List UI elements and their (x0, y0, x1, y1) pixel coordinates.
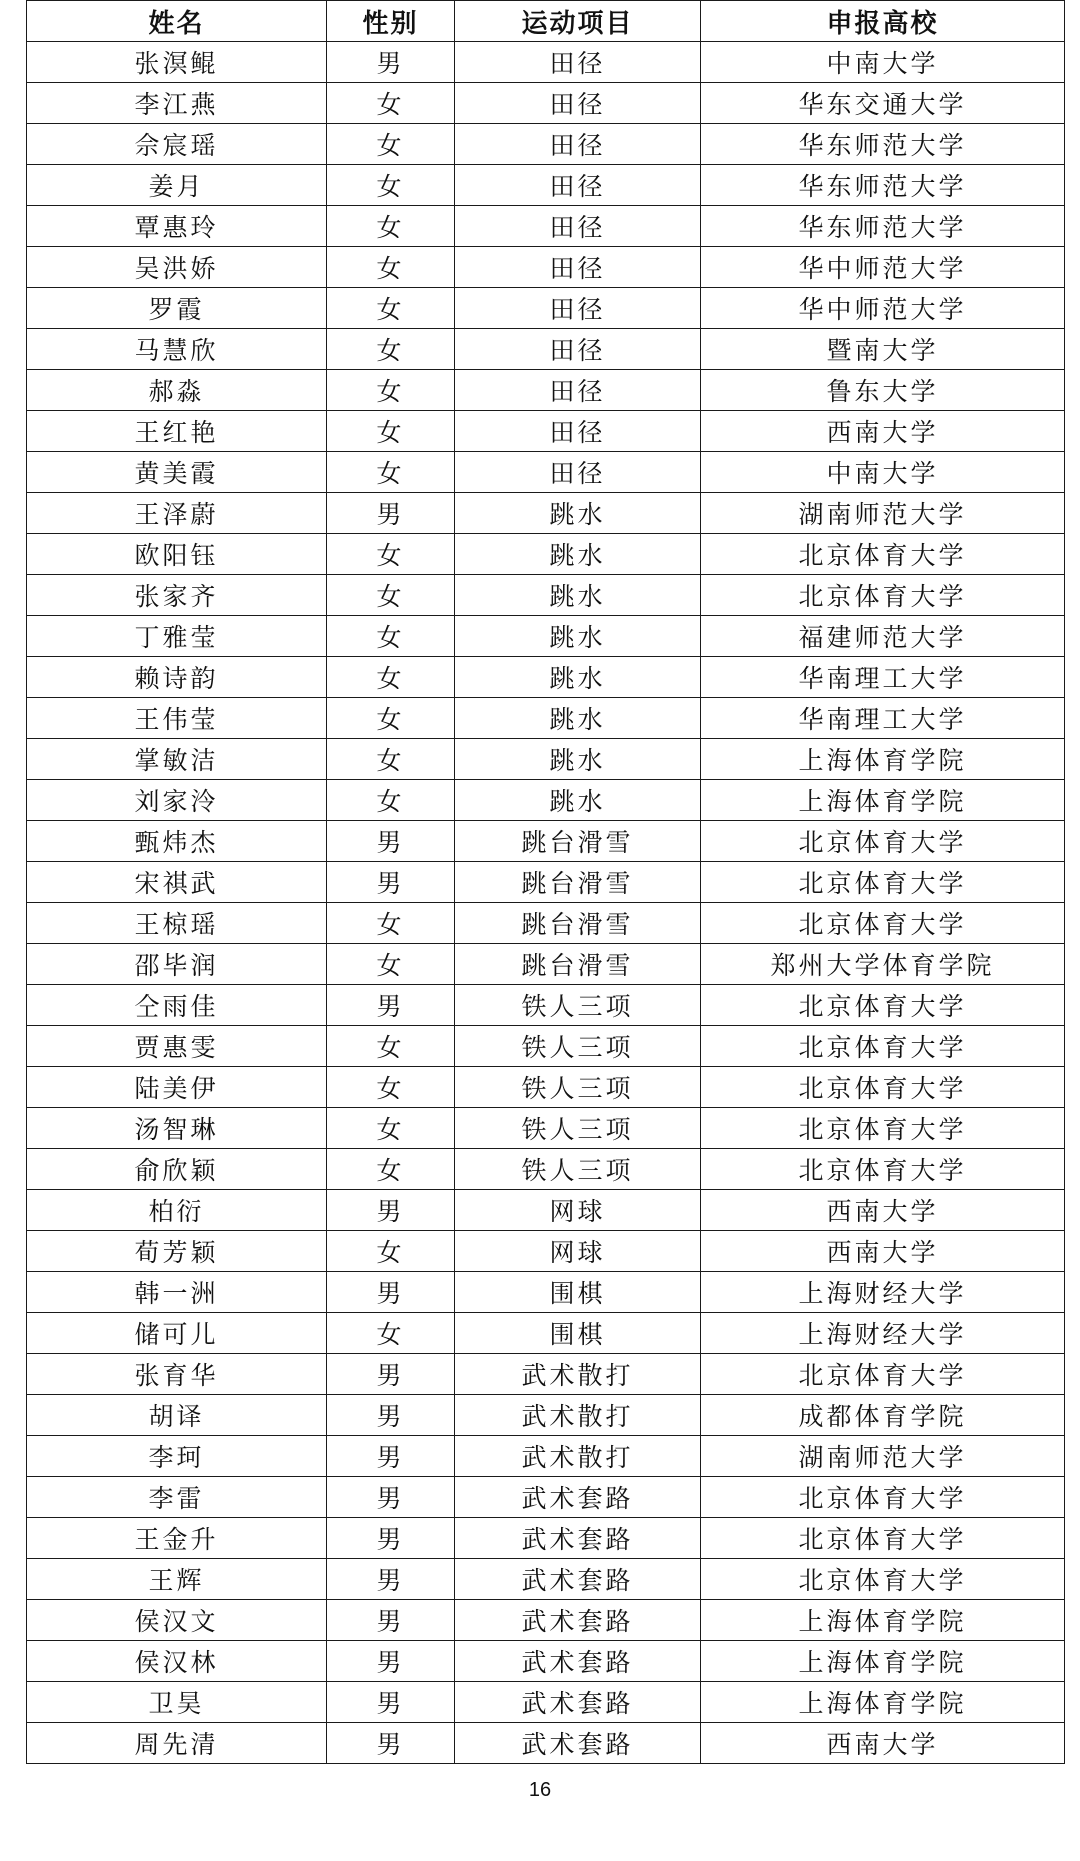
cell-name: 胡译 (27, 1395, 327, 1436)
cell-sport: 铁人三项 (455, 1149, 701, 1190)
cell-sport: 武术套路 (455, 1641, 701, 1682)
cell-name: 王泽蔚 (27, 493, 327, 534)
header-school: 申报高校 (701, 1, 1065, 42)
cell-name: 李江燕 (27, 83, 327, 124)
table-row (27, 821, 1065, 862)
cell-sport: 跳水 (455, 534, 701, 575)
cell-school: 西南大学 (701, 411, 1065, 452)
table-row (27, 370, 1065, 411)
cell-school: 湖南师范大学 (701, 493, 1065, 534)
cell-gender: 男 (327, 1436, 455, 1477)
cell-gender: 女 (327, 247, 455, 288)
cell-name: 佘宸瑶 (27, 124, 327, 165)
cell-gender: 男 (327, 1477, 455, 1518)
cell-school: 北京体育大学 (701, 1477, 1065, 1518)
cell-school: 上海体育学院 (701, 1600, 1065, 1641)
cell-gender: 女 (327, 1149, 455, 1190)
table-row (27, 1272, 1065, 1313)
cell-name: 宋祺武 (27, 862, 327, 903)
cell-gender: 男 (327, 493, 455, 534)
cell-school: 华南理工大学 (701, 657, 1065, 698)
cell-gender: 女 (327, 206, 455, 247)
cell-sport: 武术套路 (455, 1477, 701, 1518)
cell-sport: 跳台滑雪 (455, 862, 701, 903)
cell-gender: 男 (327, 1723, 455, 1764)
cell-school: 华中师范大学 (701, 247, 1065, 288)
cell-name: 张育华 (27, 1354, 327, 1395)
cell-name: 郝淼 (27, 370, 327, 411)
cell-gender: 男 (327, 1600, 455, 1641)
cell-sport: 武术散打 (455, 1395, 701, 1436)
cell-name: 周先清 (27, 1723, 327, 1764)
cell-name: 陆美伊 (27, 1067, 327, 1108)
cell-school: 北京体育大学 (701, 1518, 1065, 1559)
cell-sport: 铁人三项 (455, 1108, 701, 1149)
cell-sport: 铁人三项 (455, 985, 701, 1026)
cell-school: 北京体育大学 (701, 1354, 1065, 1395)
cell-gender: 女 (327, 1313, 455, 1354)
cell-sport: 田径 (455, 42, 701, 83)
cell-gender: 男 (327, 1395, 455, 1436)
table-row (27, 42, 1065, 83)
table-row (27, 575, 1065, 616)
cell-school: 上海体育学院 (701, 739, 1065, 780)
cell-gender: 女 (327, 1026, 455, 1067)
table-row (27, 247, 1065, 288)
cell-name: 王红艳 (27, 411, 327, 452)
cell-gender: 女 (327, 616, 455, 657)
cell-gender: 女 (327, 1231, 455, 1272)
table-row (27, 1067, 1065, 1108)
cell-sport: 武术套路 (455, 1600, 701, 1641)
cell-sport: 武术套路 (455, 1723, 701, 1764)
cell-gender: 女 (327, 575, 455, 616)
table-row (27, 288, 1065, 329)
table-row (27, 1395, 1065, 1436)
cell-school: 上海财经大学 (701, 1313, 1065, 1354)
cell-sport: 田径 (455, 206, 701, 247)
cell-name: 李雷 (27, 1477, 327, 1518)
cell-school: 华东师范大学 (701, 206, 1065, 247)
cell-sport: 跳水 (455, 616, 701, 657)
cell-school: 中南大学 (701, 452, 1065, 493)
cell-name: 王椋瑶 (27, 903, 327, 944)
table-row (27, 698, 1065, 739)
cell-school: 北京体育大学 (701, 1108, 1065, 1149)
cell-school: 北京体育大学 (701, 1026, 1065, 1067)
header-row (27, 1, 1065, 42)
cell-school: 北京体育大学 (701, 1149, 1065, 1190)
cell-sport: 田径 (455, 165, 701, 206)
cell-gender: 男 (327, 862, 455, 903)
cell-gender: 女 (327, 1067, 455, 1108)
cell-name: 贾惠雯 (27, 1026, 327, 1067)
table-row (27, 1231, 1065, 1272)
cell-sport: 跳水 (455, 657, 701, 698)
cell-gender: 男 (327, 985, 455, 1026)
cell-name: 王伟莹 (27, 698, 327, 739)
cell-sport: 武术套路 (455, 1682, 701, 1723)
cell-name: 王辉 (27, 1559, 327, 1600)
cell-sport: 跳台滑雪 (455, 944, 701, 985)
cell-school: 华东师范大学 (701, 124, 1065, 165)
cell-sport: 武术散打 (455, 1354, 701, 1395)
cell-sport: 铁人三项 (455, 1067, 701, 1108)
cell-gender: 女 (327, 903, 455, 944)
table-row (27, 657, 1065, 698)
cell-name: 黄美霞 (27, 452, 327, 493)
cell-gender: 女 (327, 329, 455, 370)
cell-sport: 田径 (455, 124, 701, 165)
table-row (27, 411, 1065, 452)
cell-sport: 田径 (455, 247, 701, 288)
table-row (27, 83, 1065, 124)
table-row (27, 1190, 1065, 1231)
cell-school: 华东师范大学 (701, 165, 1065, 206)
table-row (27, 985, 1065, 1026)
cell-name: 李珂 (27, 1436, 327, 1477)
table-row (27, 616, 1065, 657)
cell-school: 成都体育学院 (701, 1395, 1065, 1436)
table-row (27, 1149, 1065, 1190)
cell-sport: 跳水 (455, 698, 701, 739)
cell-name: 韩一洲 (27, 1272, 327, 1313)
cell-school: 中南大学 (701, 42, 1065, 83)
table-row (27, 1518, 1065, 1559)
table-row (27, 1436, 1065, 1477)
table-row (27, 1313, 1065, 1354)
cell-school: 上海财经大学 (701, 1272, 1065, 1313)
cell-gender: 女 (327, 124, 455, 165)
header-sport: 运动项目 (455, 1, 701, 42)
cell-sport: 跳水 (455, 575, 701, 616)
athlete-table (26, 0, 1065, 1764)
cell-sport: 田径 (455, 329, 701, 370)
cell-gender: 女 (327, 698, 455, 739)
cell-sport: 田径 (455, 288, 701, 329)
cell-name: 储可儿 (27, 1313, 327, 1354)
cell-name: 甄炜杰 (27, 821, 327, 862)
cell-gender: 男 (327, 42, 455, 83)
cell-school: 上海体育学院 (701, 780, 1065, 821)
cell-name: 欧阳钰 (27, 534, 327, 575)
cell-gender: 男 (327, 1559, 455, 1600)
cell-gender: 女 (327, 1108, 455, 1149)
cell-sport: 武术套路 (455, 1518, 701, 1559)
cell-school: 北京体育大学 (701, 821, 1065, 862)
cell-sport: 网球 (455, 1231, 701, 1272)
table-row (27, 329, 1065, 370)
cell-school: 鲁东大学 (701, 370, 1065, 411)
table-row (27, 1354, 1065, 1395)
cell-gender: 女 (327, 780, 455, 821)
cell-school: 北京体育大学 (701, 575, 1065, 616)
cell-name: 卫昊 (27, 1682, 327, 1723)
table-row (27, 1600, 1065, 1641)
table-row (27, 493, 1065, 534)
cell-school: 北京体育大学 (701, 1067, 1065, 1108)
cell-name: 仝雨佳 (27, 985, 327, 1026)
table-body (27, 42, 1065, 1764)
cell-school: 北京体育大学 (701, 862, 1065, 903)
cell-sport: 跳台滑雪 (455, 821, 701, 862)
table-row (27, 862, 1065, 903)
cell-gender: 男 (327, 1272, 455, 1313)
cell-school: 西南大学 (701, 1231, 1065, 1272)
table-row (27, 1477, 1065, 1518)
cell-gender: 女 (327, 452, 455, 493)
cell-school: 上海体育学院 (701, 1682, 1065, 1723)
cell-gender: 女 (327, 411, 455, 452)
cell-name: 张溟鲲 (27, 42, 327, 83)
cell-name: 汤智琳 (27, 1108, 327, 1149)
cell-name: 丁雅莹 (27, 616, 327, 657)
cell-name: 刘家泠 (27, 780, 327, 821)
cell-school: 郑州大学体育学院 (701, 944, 1065, 985)
cell-sport: 武术散打 (455, 1436, 701, 1477)
table-row (27, 1559, 1065, 1600)
cell-sport: 田径 (455, 370, 701, 411)
cell-sport: 跳水 (455, 493, 701, 534)
cell-name: 王金升 (27, 1518, 327, 1559)
table-row (27, 739, 1065, 780)
cell-sport: 田径 (455, 452, 701, 493)
table-row (27, 206, 1065, 247)
cell-school: 北京体育大学 (701, 903, 1065, 944)
table-row (27, 1026, 1065, 1067)
cell-school: 北京体育大学 (701, 534, 1065, 575)
table-row (27, 1641, 1065, 1682)
cell-name: 覃惠玲 (27, 206, 327, 247)
cell-school: 北京体育大学 (701, 985, 1065, 1026)
cell-sport: 铁人三项 (455, 1026, 701, 1067)
table-row (27, 903, 1065, 944)
cell-school: 西南大学 (701, 1723, 1065, 1764)
cell-school: 西南大学 (701, 1190, 1065, 1231)
cell-name: 柏衍 (27, 1190, 327, 1231)
cell-school: 福建师范大学 (701, 616, 1065, 657)
cell-name: 马慧欣 (27, 329, 327, 370)
table-row (27, 124, 1065, 165)
cell-gender: 男 (327, 1354, 455, 1395)
cell-name: 侯汉文 (27, 1600, 327, 1641)
cell-name: 掌敏洁 (27, 739, 327, 780)
cell-gender: 男 (327, 1682, 455, 1723)
cell-school: 华中师范大学 (701, 288, 1065, 329)
table-row (27, 780, 1065, 821)
table-header (27, 1, 1065, 42)
cell-school: 华南理工大学 (701, 698, 1065, 739)
cell-sport: 围棋 (455, 1272, 701, 1313)
cell-sport: 跳水 (455, 739, 701, 780)
table-row (27, 944, 1065, 985)
cell-gender: 男 (327, 821, 455, 862)
cell-school: 华东交通大学 (701, 83, 1065, 124)
table-row (27, 1682, 1065, 1723)
cell-gender: 男 (327, 1190, 455, 1231)
cell-school: 湖南师范大学 (701, 1436, 1065, 1477)
table-row (27, 1723, 1065, 1764)
cell-sport: 田径 (455, 411, 701, 452)
cell-gender: 女 (327, 944, 455, 985)
cell-gender: 女 (327, 288, 455, 329)
cell-gender: 女 (327, 370, 455, 411)
cell-gender: 女 (327, 534, 455, 575)
header-gender: 性别 (327, 1, 455, 42)
cell-gender: 女 (327, 739, 455, 780)
cell-name: 邵毕润 (27, 944, 327, 985)
table-row (27, 1108, 1065, 1149)
cell-name: 吴洪娇 (27, 247, 327, 288)
table-row (27, 534, 1065, 575)
cell-sport: 武术套路 (455, 1559, 701, 1600)
cell-school: 上海体育学院 (701, 1641, 1065, 1682)
cell-sport: 跳水 (455, 780, 701, 821)
cell-gender: 男 (327, 1641, 455, 1682)
cell-name: 罗霞 (27, 288, 327, 329)
header-name: 姓名 (27, 1, 327, 42)
table-row (27, 452, 1065, 493)
table-row (27, 165, 1065, 206)
cell-gender: 女 (327, 83, 455, 124)
cell-sport: 围棋 (455, 1313, 701, 1354)
cell-name: 荀芳颖 (27, 1231, 327, 1272)
cell-school: 暨南大学 (701, 329, 1065, 370)
cell-gender: 女 (327, 165, 455, 206)
cell-name: 赖诗韵 (27, 657, 327, 698)
cell-school: 北京体育大学 (701, 1559, 1065, 1600)
cell-gender: 男 (327, 1518, 455, 1559)
cell-sport: 跳台滑雪 (455, 903, 701, 944)
cell-name: 俞欣颖 (27, 1149, 327, 1190)
cell-sport: 网球 (455, 1190, 701, 1231)
cell-name: 张家齐 (27, 575, 327, 616)
cell-sport: 田径 (455, 83, 701, 124)
cell-gender: 女 (327, 657, 455, 698)
cell-name: 姜月 (27, 165, 327, 206)
page-number: 16 (528, 1779, 552, 1801)
cell-name: 侯汉林 (27, 1641, 327, 1682)
